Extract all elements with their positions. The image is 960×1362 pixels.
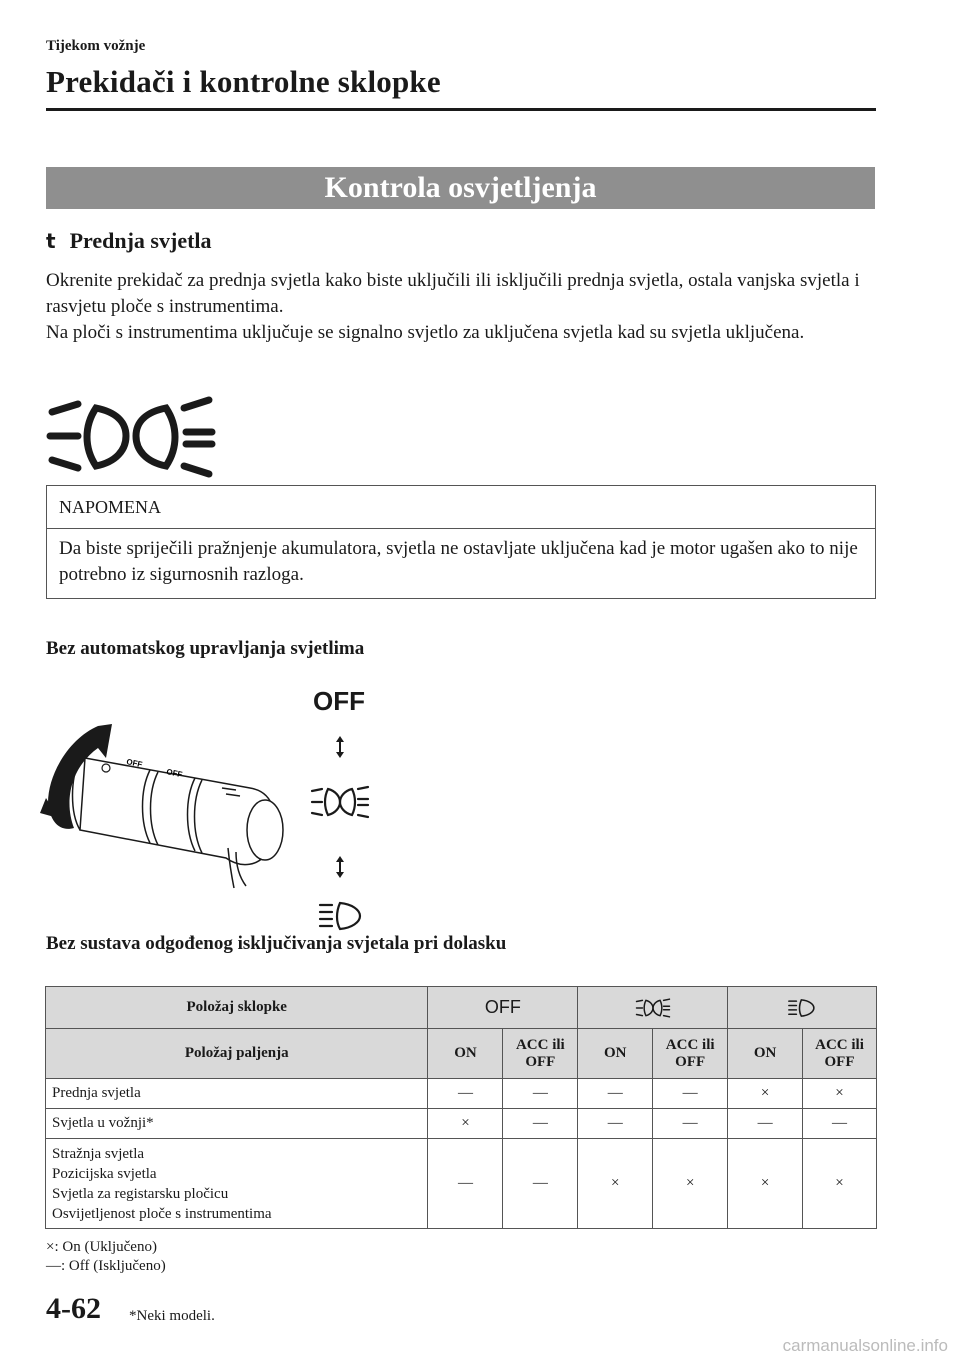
headlights-icon bbox=[787, 998, 817, 1018]
legend-off: —: Off (Isključeno) bbox=[46, 1258, 166, 1274]
table-caption: Bez sustava odgođenog isključivanja svjetala pri dolasku bbox=[46, 933, 507, 954]
paragraph: Na ploči s instrumentima uključuje se signalno svjetlo za uključena svjetla kad su svjetla uključena. bbox=[46, 322, 805, 343]
parking-lights-icon bbox=[310, 785, 370, 819]
table-cell: — bbox=[653, 1109, 728, 1139]
row-label: Svjetla u vožnji* bbox=[46, 1109, 428, 1139]
switch-parking-header bbox=[578, 987, 728, 1029]
double-arrow-icon bbox=[334, 856, 346, 878]
page-number: 4-62 bbox=[46, 1292, 101, 1325]
table-cell: × bbox=[578, 1139, 653, 1229]
row-label-line: Pozicijska svjetla bbox=[52, 1165, 157, 1182]
table-cell: × bbox=[803, 1079, 877, 1109]
switch-row-label: Položaj sklopke bbox=[46, 987, 428, 1029]
note-box bbox=[46, 485, 876, 599]
row-label bbox=[46, 1139, 428, 1229]
note-text: Da biste spriječili pražnjenje akumulatora, svjetla ne ostavljate uključena kad je motor ugašen ako to nije potrebno iz sigurnosnih razloga. bbox=[59, 538, 858, 585]
ignition-cell: ACC ili OFF bbox=[503, 1029, 578, 1079]
switch-off-header: OFF bbox=[428, 987, 578, 1029]
legend-on: ×: On (Uključeno) bbox=[46, 1239, 157, 1255]
ignition-cell: ACC ili OFF bbox=[803, 1029, 877, 1079]
subhead-text: Prednja svjetla bbox=[69, 228, 212, 253]
row-label-line: Svjetla za registarsku pločicu bbox=[52, 1185, 229, 1202]
ignition-cell: ON bbox=[578, 1029, 653, 1079]
switch-headlights-header bbox=[728, 987, 877, 1029]
headlights-icon bbox=[318, 900, 364, 932]
note-heading: NAPOMENA bbox=[47, 486, 875, 529]
row-label-line: Osvijetljenost ploče s instrumentima bbox=[52, 1205, 272, 1222]
table-cell: — bbox=[428, 1079, 503, 1109]
footnote: *Neki modeli. bbox=[129, 1308, 215, 1324]
body-text bbox=[46, 268, 886, 346]
table-cell: × bbox=[428, 1109, 503, 1139]
table-cell: — bbox=[428, 1139, 503, 1229]
page-title: Prekidači i kontrolne sklopke bbox=[46, 64, 441, 99]
off-label: OFF bbox=[313, 686, 365, 716]
stalk-fog-ring-label: OFF bbox=[165, 767, 184, 780]
row-label: Prednja svjetla bbox=[46, 1079, 428, 1109]
switch-position-table bbox=[45, 986, 877, 1229]
paragraph: Okrenite prekidač za prednja svjetla kako biste uključili ili isključili prednja svjetla, ostala vanjska svjetla i rasvjetu ploče s instrumentima. bbox=[46, 270, 860, 317]
table-row bbox=[46, 1139, 877, 1229]
table-header-row bbox=[46, 987, 877, 1029]
subhead bbox=[46, 228, 212, 254]
table-cell: — bbox=[653, 1079, 728, 1109]
figure-caption: Bez automatskog upravljanja svjetlima bbox=[46, 638, 365, 659]
table-cell: × bbox=[803, 1139, 877, 1229]
table-cell: × bbox=[728, 1139, 803, 1229]
table-legend bbox=[46, 1238, 166, 1276]
double-arrow-icon bbox=[334, 736, 346, 758]
watermark: carmanualsonline.info bbox=[782, 1336, 948, 1355]
table-cell: — bbox=[503, 1079, 578, 1109]
title-rule bbox=[46, 108, 876, 111]
table-cell: — bbox=[578, 1109, 653, 1139]
light-switch-stalk-icon bbox=[40, 718, 300, 888]
ignition-cell: ACC ili OFF bbox=[653, 1029, 728, 1079]
ignition-cell: ON bbox=[428, 1029, 503, 1079]
table-cell: — bbox=[503, 1139, 578, 1229]
headlight-indicator-icon bbox=[44, 396, 219, 476]
row-label-line: Stražnja svjetla bbox=[52, 1145, 145, 1162]
parking-lights-icon bbox=[635, 998, 671, 1018]
running-head: Tijekom vožnje bbox=[46, 38, 146, 54]
table-cell: — bbox=[728, 1109, 803, 1139]
table-cell: — bbox=[503, 1109, 578, 1139]
section-banner: Kontrola osvjetljenja bbox=[46, 167, 875, 209]
table-cell: — bbox=[803, 1109, 877, 1139]
ignition-row-label: Položaj paljenja bbox=[46, 1029, 428, 1079]
table-row bbox=[46, 1109, 877, 1139]
table-row bbox=[46, 1079, 877, 1109]
table-cell: × bbox=[728, 1079, 803, 1109]
ignition-cell: ON bbox=[728, 1029, 803, 1079]
table-cell: — bbox=[578, 1079, 653, 1109]
subhead-marker: t bbox=[46, 229, 56, 253]
stalk-off-ring-label: OFF bbox=[125, 757, 144, 770]
table-cell: × bbox=[653, 1139, 728, 1229]
ignition-row bbox=[46, 1029, 877, 1079]
